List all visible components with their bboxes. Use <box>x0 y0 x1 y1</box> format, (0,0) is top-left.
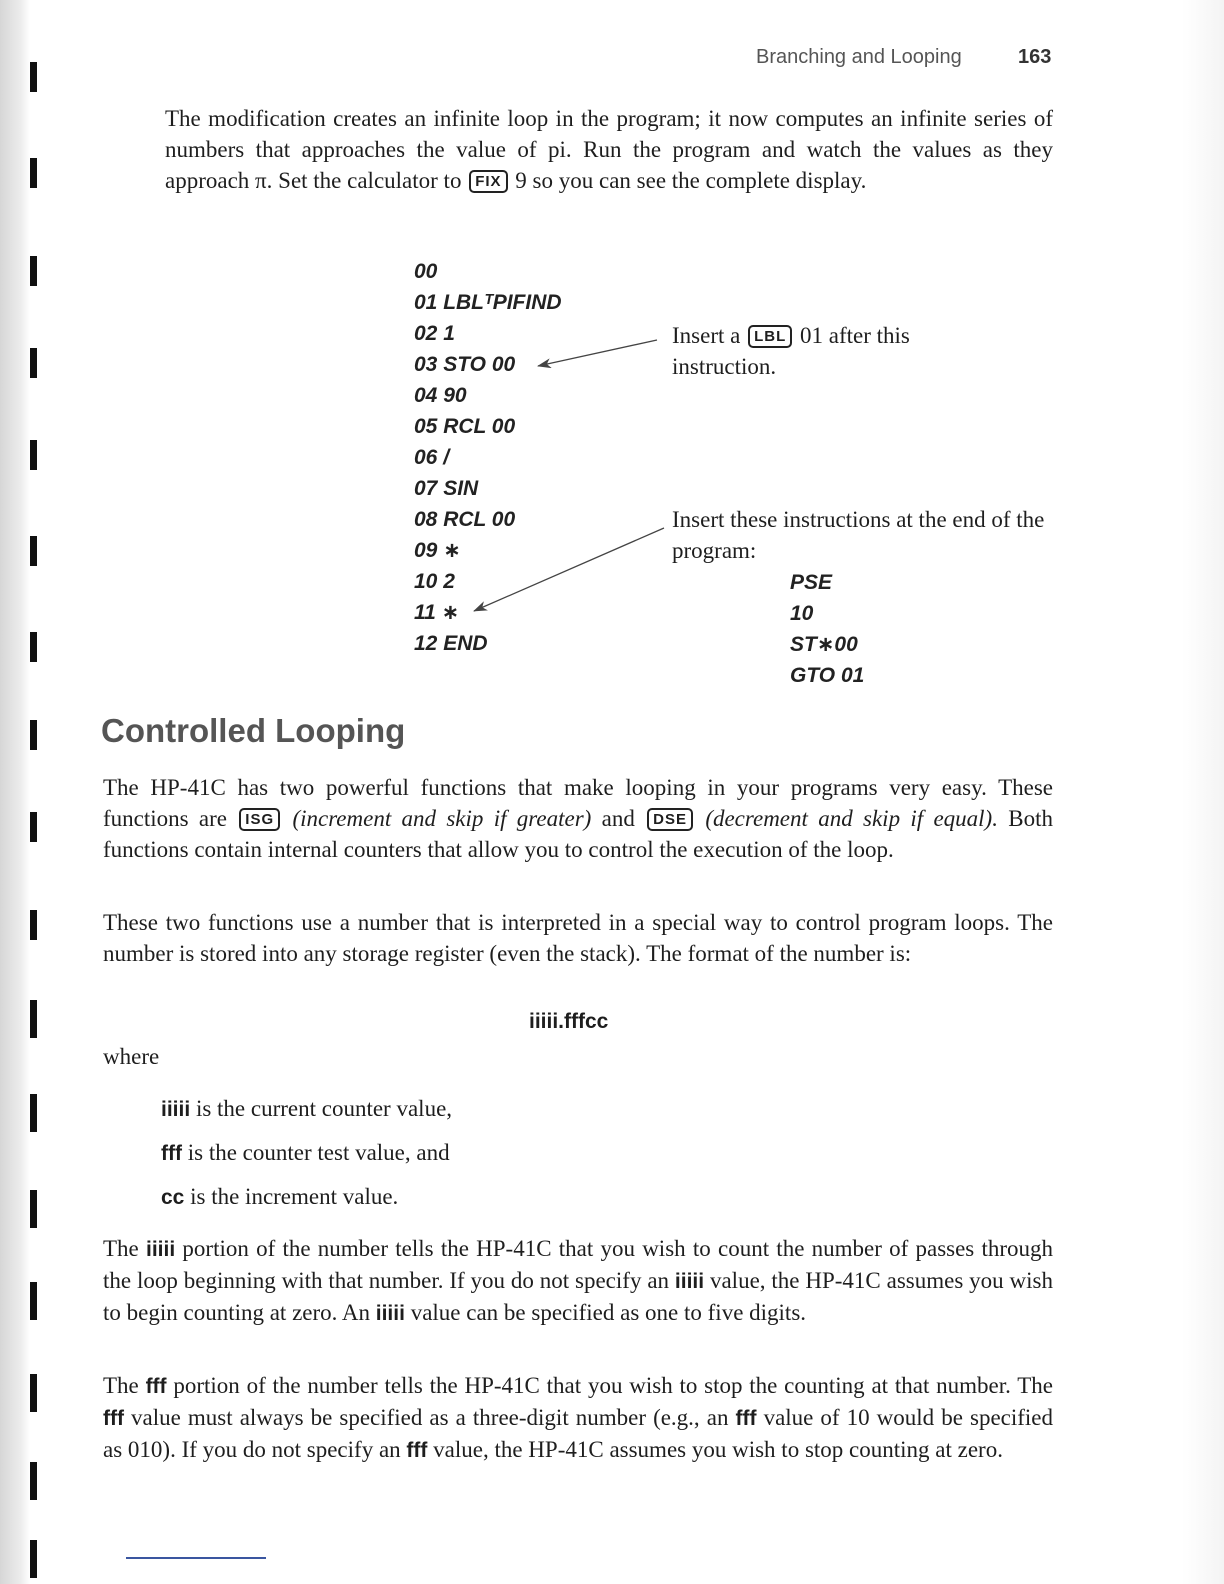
inserted-step: GTO 01 <box>790 664 865 687</box>
program-step: 08 RCL 00 <box>414 508 516 531</box>
paragraph-format: These two functions use a number that is interpreted in a special way to control program loops. The number is stored into any storage register (even the stack). The format of the number is: <box>103 910 1053 966</box>
section-heading: Controlled Looping <box>101 712 406 749</box>
program-step: 05 RCL 00 <box>414 415 516 438</box>
p3-text-2: portion of the number tells the HP-41C that you wish to count the number of passes through the loop beginning with that number. If you do not specify an <box>103 1236 1054 1293</box>
p4-bold-4: fff <box>406 1439 428 1462</box>
definition-list <box>161 1093 452 1225</box>
dse-key: DSE <box>647 808 693 831</box>
program-step: 00 <box>414 260 438 283</box>
definition-text: is the counter test value, and <box>187 1140 450 1165</box>
program-step: 12 END <box>414 632 488 655</box>
p4-text-5: value, the HP-41C assumes you wish to stop counting at zero. <box>433 1437 1003 1462</box>
arrow-to-step-11 <box>474 528 664 611</box>
paragraph-isg-dse <box>103 772 1053 865</box>
running-header-section: Branching and Looping <box>756 46 962 68</box>
definition-text: is the current counter value, <box>195 1096 453 1121</box>
lbl-key: LBL <box>748 325 792 348</box>
p4-text-3: value must always be specified as a three-digit number (e.g., an <box>131 1405 729 1430</box>
p4-text-4: value of 10 would be specified as 010). If you do not specify an <box>103 1405 1054 1462</box>
paragraph-fff <box>103 1370 1053 1466</box>
p3-bold-3: iiiii <box>375 1302 405 1325</box>
definition-term: iiiii <box>161 1098 191 1121</box>
p1-text-2: and <box>601 806 635 831</box>
where-label: where <box>103 1044 160 1069</box>
p4-text-2: portion of the number tells the HP-41C that you wish to stop the counting at that number. The <box>173 1373 1054 1398</box>
note-1-text-1: Insert a <box>672 323 741 348</box>
inserted-step: ST∗00 <box>790 633 858 656</box>
p1-italic-1: (increment and skip if greater) <box>292 806 592 831</box>
fix-key: FIX <box>469 170 507 193</box>
number-format: iiiii.fffcc <box>529 1010 609 1033</box>
program-step: 03 STO 00 <box>414 353 516 376</box>
p3-text-4: value can be specified as one to five digits. <box>410 1300 807 1325</box>
program-step: 01 LBLᵀPIFIND <box>414 291 562 314</box>
arrow-to-step-03 <box>538 340 657 366</box>
isg-key: ISG <box>239 808 280 831</box>
program-step: 07 SIN <box>414 477 479 500</box>
program-step: 11 ∗ <box>414 601 460 624</box>
paragraph-iiiii <box>103 1233 1053 1329</box>
p4-bold-3: fff <box>735 1407 757 1430</box>
p3-text-3: value, the HP-41C assumes you wish to begin counting at zero. An <box>103 1268 1053 1325</box>
footer-rule <box>126 1557 266 1559</box>
definition-item <box>161 1137 452 1181</box>
p3-bold-1: iiiii <box>146 1238 176 1261</box>
definition-term: cc <box>161 1186 185 1209</box>
annotation-insert-end: Insert these instructions at the end of the program: <box>672 507 1045 563</box>
definition-item <box>161 1181 452 1225</box>
p4-text-1: The <box>103 1373 139 1398</box>
definition-text: is the increment value. <box>190 1184 399 1209</box>
definition-item <box>161 1093 452 1137</box>
p4-bold-1: fff <box>145 1375 167 1398</box>
p1-text-3: Both functions contain internal counters that allow you to control the execution of the loop. <box>103 806 1054 862</box>
p1-text-1: The HP-41C has two powerful functions that make looping in your programs very easy. These functions are <box>103 775 1053 831</box>
program-step: 04 90 <box>414 384 467 407</box>
p1-italic-2: (decrement and skip if equal). <box>705 806 998 831</box>
p3-text-1: The <box>103 1236 139 1261</box>
page-number: 163 <box>1018 46 1052 68</box>
note-1-text-2: 01 after this instruction. <box>672 323 910 379</box>
p3-bold-2: iiiii <box>674 1270 705 1293</box>
program-step: 06 / <box>414 446 450 469</box>
program-step: 09 ∗ <box>414 539 461 562</box>
intro-text-2: 9 so you can see the complete display. <box>515 168 867 193</box>
inserted-step: 10 <box>790 602 814 625</box>
definition-term: fff <box>161 1142 182 1165</box>
inserted-step: PSE <box>790 571 833 594</box>
program-step: 10 2 <box>414 570 455 593</box>
program-step: 02 1 <box>414 322 455 345</box>
p4-bold-2: fff <box>103 1407 124 1430</box>
intro-text-1: The modification creates an infinite loop in the program; it now computes an infinite series of numbers that approaches the value of pi. Run the program and watch the values as they approach π. Set the calculator to <box>165 106 1053 193</box>
